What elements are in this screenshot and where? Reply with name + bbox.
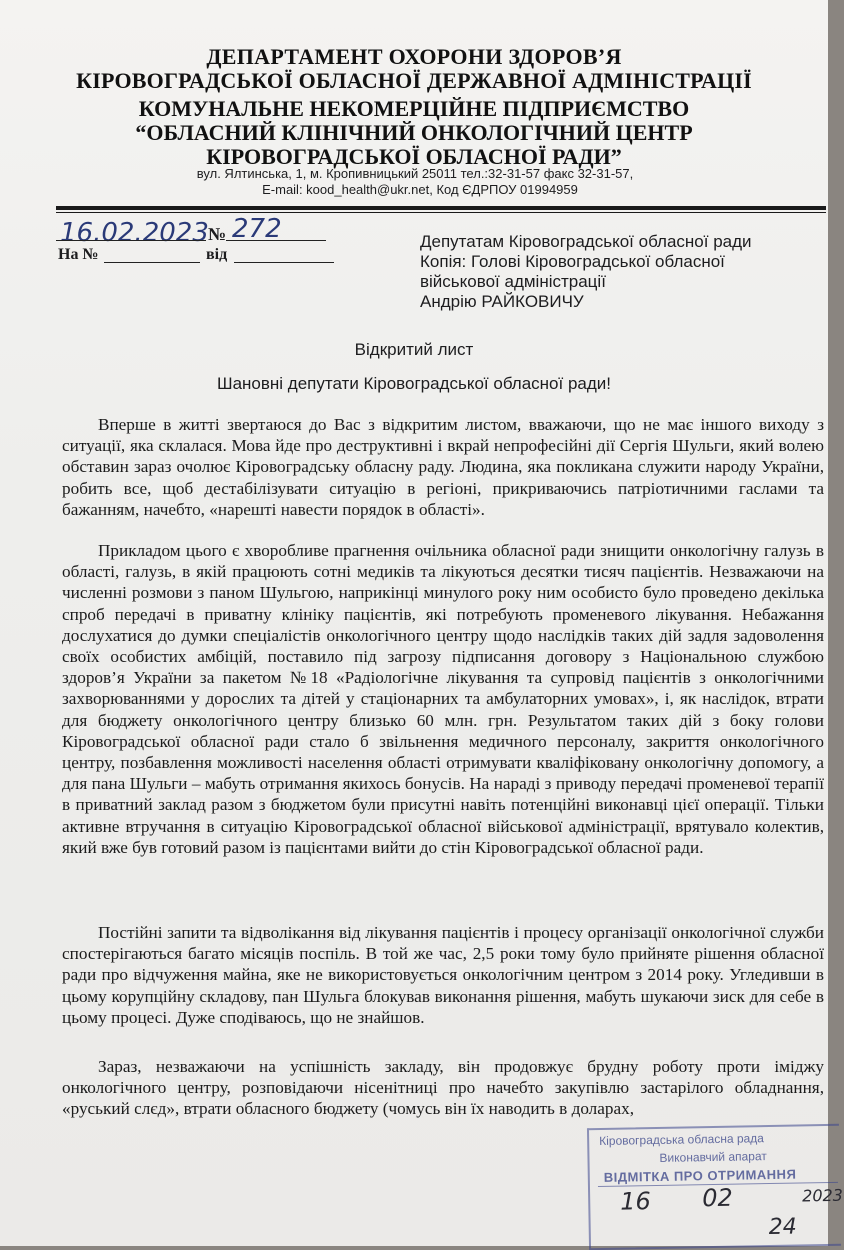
paragraph-text: Вперше в житті звертаюся до Вас з відкритим листом, вважаючи, що не має іншого виходу з ситуації, яка склалася. Мова йде про деструктивні і вкрай непрофесійні дії Сергія Шульги, який волею обставин зараз очолює Кіровоградську обласну раду. Людина, яка покликана служити народу України, робить все, щоб дестабілізувати ситуацію в регіоні, прикриваючись патріотичними гаслами та бажанням, начебто, «нарешті навести порядок в області». <box>62 415 824 519</box>
body-paragraph <box>62 414 824 520</box>
stamp-council: Кіровоградська обласна рада <box>599 1131 765 1148</box>
header-department: ДЕПАРТАМЕНТ ОХОРОНИ ЗДОРОВ’Я <box>206 44 622 69</box>
date-line <box>56 240 206 241</box>
body-paragraph <box>62 540 824 858</box>
header-council: КІРОВОГРАДСЬКОЇ ОБЛАСНОЇ РАДИ” <box>206 144 622 169</box>
letter-title: Відкритий лист <box>354 340 474 359</box>
reply-to-number-label: На № <box>58 246 99 263</box>
reply-date-line <box>234 262 334 263</box>
header-center-name: “ОБЛАСНИЙ КЛІНІЧНИЙ ОНКОЛОГІЧНИЙ ЦЕНТР <box>135 120 693 145</box>
number-line <box>226 240 326 241</box>
header-rule-thick <box>56 206 826 210</box>
stamp-year: 2023 <box>802 1185 844 1206</box>
body-paragraph <box>62 1056 824 1120</box>
stamp-day: 16 <box>619 1187 652 1216</box>
stamp-signature: 24 <box>768 1214 797 1241</box>
header-rule-thin <box>56 212 826 213</box>
header-email: E-mail: kood_health@ukr.net, Код ЄДРПОУ 01994959 <box>262 182 578 197</box>
header-address: вул. Ялтинська, 1, м. Кропивницький 25011 тел.:32-31-57 факс 32-31-57, <box>196 166 634 181</box>
header-administration: КІРОВОГРАДСЬКОЇ ОБЛАСНОЇ ДЕРЖАВНОЇ АДМІНІСТРАЦІЇ <box>76 68 752 93</box>
stamp-receipt-mark: ВІДМІТКА ПРО ОТРИМАННЯ <box>603 1166 797 1185</box>
stamp-month: 02 <box>701 1183 733 1213</box>
header-enterprise-type: КОМУНАЛЬНЕ НЕКОМЕРЦІЙНЕ ПІДПРИЄМСТВО <box>138 96 690 121</box>
registration-date: 16.02.2023 <box>60 218 209 248</box>
paragraph-text: Прикладом цього є хворобливе прагнення очільника обласної ради знищити онкологічну галузь в області, галузь, в якій працюють сотні медиків та лікуються десятки тисяч пацієнтів. Незважаючи на численні розмови з паном Шульгою, наприкінці минулого року ним особисто було проведено декілька спроб передачі в приватну клініку пацієнтів, які потребують променевого лікування. Небажання дослухатися до думки спеціалістів онкологічного центру щодо наслідків таких дій задля задоволення своїх особистих амбіцій, поставило під загрозу підписання договору з Національною службою здоров’я України за пакетом №18 «Радіологічне лікування та супровід пацієнтів з онкологічними захворюваннями у дорослих та дітей у стаціонарних та амбулаторних умовах», і, як наслідок, втрати для бюджету онкологічного центру близько 60 млн. грн. Результатом таких дій з боку голови Кіровоградської обласної ради стало б звільнення медичного персоналу, закриття онкологічного центру, позбавлення можливості населення області отримувати кваліфіковану онкологічну допомогу, а для пана Шульги – мабуть отримання якихось бонусів. На нараді з приводу передачі променевої терапії в приватний заклад разом з бюджетом були присутні навіть потенційні виконавці цієї операції. Тільки активне втручання в ситуацію Кіровоградської обласної військової адміністрації, врятувало колектив, який вже був готовий разом із пацієнтами вийти до стін Кіровоградської обласної ради. <box>62 541 824 857</box>
addressee-line: Депутатам Кіровоградської обласної ради <box>420 232 752 251</box>
paragraph-text: Зараз, незважаючи на успішність закладу, він продовжує брудну роботу проти іміджу онкологічного центру, розповідаючи нісенітниці про начебто закупівлю застарілого обладнання, «руський слєд», втрати обласного бюджету (чомусь він їх наводить в доларах, <box>62 1057 824 1119</box>
addressee-name: Андрію РАЙКОВИЧУ <box>420 292 584 311</box>
body-paragraph <box>62 922 824 1028</box>
receipt-stamp <box>587 1124 844 1250</box>
paragraph-text: Постійні запити та відволікання від лікування пацієнтів і процесу організації онкологічної служби спостерігаються багато місяців поспіль. В той же час, 2,5 роки тому було прийняте рішення обласної ради про відчуження майна, яке не використовується онкологічним центром з 2014 року. Угледивши в цьому корупційну складову, пан Шульга блокував виконання рішення, мабуть шукаючи зиск для себе в цьому процесі. Дуже сподіваюсь, що не знайшов. <box>62 923 824 1027</box>
registration-number-label: № <box>208 224 227 244</box>
salutation: Шановні депутати Кіровоградської обласної ради! <box>217 374 611 393</box>
registration-number: 272 <box>232 214 282 244</box>
addressee-copy-cont: військової адміністрації <box>420 272 606 291</box>
stamp-apparatus: Виконавчий апарат <box>659 1149 767 1165</box>
reply-from-label: від <box>206 246 228 263</box>
addressee-copy: Копія: Голові Кіровоградської обласної <box>420 252 725 271</box>
reply-number-line <box>104 262 200 263</box>
